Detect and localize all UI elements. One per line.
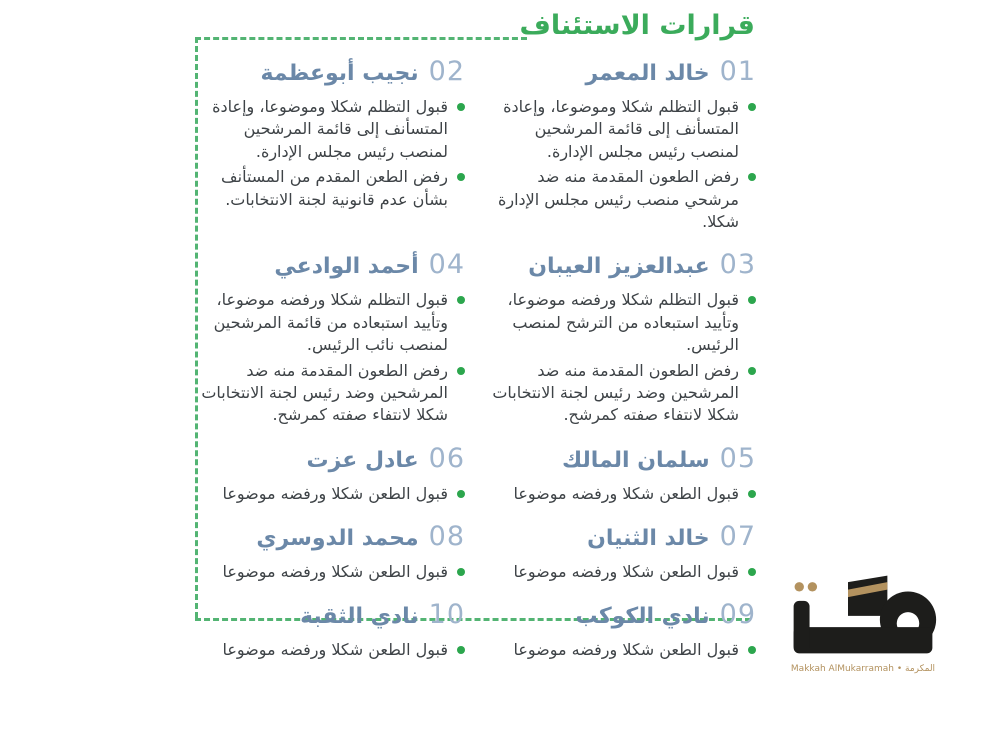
item-header <box>491 521 756 552</box>
dashed-border-top <box>195 37 527 40</box>
item-header <box>491 249 756 280</box>
item-number: 01 <box>719 56 756 87</box>
item-number: 03 <box>719 249 756 281</box>
decision-item-06 <box>200 430 465 508</box>
decisions-grid <box>200 43 756 665</box>
decision-item-04 <box>200 236 465 429</box>
decision-item-01 <box>491 43 756 236</box>
item-bullets <box>491 96 756 233</box>
bullet-text: قبول التظلم شكلا وموضوعا، وإعادة المتسأنف إلى قائمة المرشحين لمنصب رئيس مجلس الإدارة. <box>491 96 756 163</box>
item-number: 05 <box>719 442 756 474</box>
bullet-text: قبول الطعن شكلا ورفضه موضوعا <box>491 561 756 583</box>
item-number: 08 <box>428 521 465 553</box>
item-bullets <box>491 639 756 661</box>
bullet-text: قبول الطعن شكلا ورفضه موضوعا <box>200 639 465 661</box>
item-bullets <box>200 483 465 505</box>
decision-item-05 <box>491 430 756 508</box>
decision-item-09 <box>491 586 756 664</box>
decision-item-02 <box>200 43 465 236</box>
bullet-text: رفض الطعون المقدمة منه ضد المرشحين وضد رئيس لجنة الانتخابات شكلا لانتفاء صفته كمرشح. <box>200 360 465 427</box>
item-bullets <box>491 483 756 505</box>
item-header <box>200 521 465 552</box>
bullet-text: رفض الطعن المقدم من المستأنف بشأن عدم قانونية لجنة الانتخابات. <box>200 166 465 211</box>
item-number: 06 <box>428 442 465 474</box>
item-name: أحمد الوادعي <box>274 254 419 280</box>
decision-item-07 <box>491 508 756 586</box>
item-header <box>200 599 465 630</box>
item-bullets <box>200 289 465 426</box>
item-header <box>491 443 756 474</box>
item-header <box>491 56 756 87</box>
bullet-text: قبول التظلم شكلا ورفضه موضوعا، وتأييد استبعاده من الترشح لمنصب الرئيس. <box>491 289 756 356</box>
bullet-text: قبول الطعن شكلا ورفضه موضوعا <box>200 561 465 583</box>
item-number: 02 <box>428 56 465 87</box>
item-bullets <box>200 639 465 661</box>
item-header <box>200 443 465 474</box>
item-header <box>200 249 465 280</box>
item-name: نادي الثقبة <box>300 604 419 630</box>
item-name: سلمان المالك <box>562 447 710 473</box>
logo-caption: Makkah AlMukarramah • المكرمة <box>790 664 936 674</box>
decision-item-10 <box>200 586 465 664</box>
makkah-newspaper-logo <box>783 570 943 674</box>
item-number: 04 <box>428 249 465 281</box>
makkah-logo-mark-icon <box>788 570 938 658</box>
bullet-text: قبول الطعن شكلا ورفضه موضوعا <box>491 639 756 661</box>
bullet-text: رفض الطعون المقدمة منه ضد المرشحين وضد رئيس لجنة الانتخابات شكلا لانتفاء صفته كمرشح. <box>491 360 756 427</box>
item-name: خالد الثنيان <box>587 526 710 552</box>
item-name: خالد المعمر <box>585 61 710 86</box>
bullet-text: قبول الطعن شكلا ورفضه موضوعا <box>200 483 465 505</box>
item-bullets <box>491 289 756 426</box>
bullet-text: قبول الطعن شكلا ورفضه موضوعا <box>491 483 756 505</box>
item-number: 10 <box>428 599 465 631</box>
dashed-border-left <box>195 37 198 618</box>
item-bullets <box>491 561 756 583</box>
decision-item-03 <box>491 236 756 429</box>
item-header <box>200 56 465 87</box>
item-name: نادي الكوكب <box>575 604 710 630</box>
item-header <box>491 599 756 630</box>
decision-item-08 <box>200 508 465 586</box>
bullet-text: قبول التظلم شكلا ورفضه موضوعا، وتأييد استبعاده من قائمة المرشحين لمنصب نائب الرئيس. <box>200 289 465 356</box>
item-bullets <box>200 96 465 211</box>
item-name: عبدالعزيز العيبان <box>528 254 710 280</box>
item-name: نجيب أبوعظمة <box>260 61 419 86</box>
item-number: 09 <box>719 599 756 631</box>
bullet-text: رفض الطعون المقدمة منه ضد مرشحي منصب رئيس مجلس الإدارة شكلا. <box>491 166 756 233</box>
item-number: 07 <box>719 521 756 553</box>
page-title: قرارات الاستئناف <box>519 10 755 41</box>
item-bullets <box>200 561 465 583</box>
item-name: محمد الدوسري <box>256 526 419 552</box>
item-name: عادل عزت <box>306 447 419 473</box>
bullet-text: قبول التظلم شكلا وموضوعا، وإعادة المتسأنف إلى قائمة المرشحين لمنصب رئيس مجلس الإدارة. <box>200 96 465 163</box>
